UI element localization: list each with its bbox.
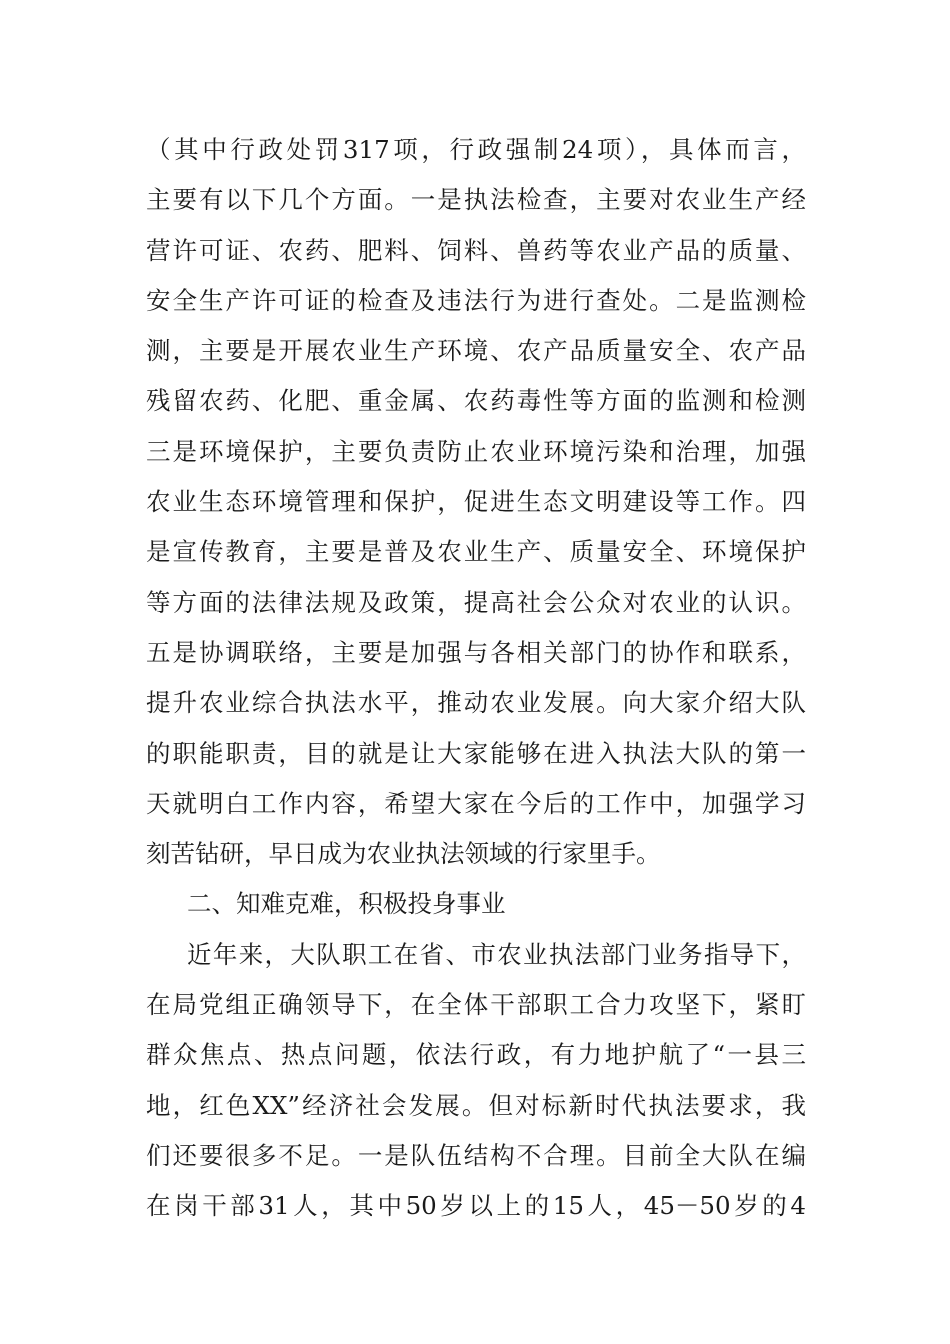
text-line: 安全生产许可证的检查及违法行为进行查处。二是监测检 <box>146 285 806 315</box>
text-line: 群众焦点、热点问题，依法行政，有力地护航了“一县三 <box>146 1040 806 1070</box>
text-line: （其中行政处罚317项，行政强制24项），具体而言， <box>146 135 806 164</box>
text-line: 五是协调联络，主要是加强与各相关部门的协作和联系， <box>146 637 806 667</box>
text-line: 三是环境保护，主要负责防止农业环境污染和治理，加强 <box>146 436 806 466</box>
text-line: 测，主要是开展农业生产环境、农产品质量安全、农产品 <box>146 336 806 366</box>
text-line: 们还要很多不足。一是队伍结构不合理。目前全大队在编 <box>146 1140 806 1170</box>
text-line: 营许可证、农药、肥料、饲料、兽药等农业产品的质量、 <box>146 235 806 265</box>
text-line: 天就明白工作内容，希望大家在今后的工作中，加强学习 <box>146 788 806 818</box>
text-line: 残留农药、化肥、重金属、农药毒性等方面的监测和检测 <box>146 386 806 416</box>
text-line: 提升农业综合执法水平，推动农业发展。向大家介绍大队 <box>146 688 806 718</box>
text-line: 近年来，大队职工在省、市农业执法部门业务指导下， <box>187 939 806 969</box>
text-line: 在局党组正确领导下，在全体干部职工合力攻坚下，紧盯 <box>146 990 806 1020</box>
text-line: 地，红色XX”经济社会发展。但对标新时代执法要求，我 <box>146 1090 806 1120</box>
text-line: 刻苦钻研，早日成为农业执法领域的行家里手。 <box>146 839 661 869</box>
text-line: 等方面的法律法规及政策，提高社会公众对农业的认识。 <box>146 587 806 617</box>
text-line: 在岗干部31人，其中50岁以上的15人，45－50岁的4 <box>146 1191 806 1221</box>
section-heading: 二、知难克难，积极投身事业 <box>187 889 506 919</box>
text-line: 主要有以下几个方面。一是执法检查，主要对农业生产经 <box>146 185 806 215</box>
text-line: 是宣传教育，主要是普及农业生产、质量安全、环境保护 <box>146 537 806 567</box>
body-text <box>146 130 806 1237</box>
text-line: 农业生态环境管理和保护，促进生态文明建设等工作。四 <box>146 487 806 517</box>
text-line: 的职能职责，目的就是让大家能够在进入执法大队的第一 <box>146 738 806 768</box>
